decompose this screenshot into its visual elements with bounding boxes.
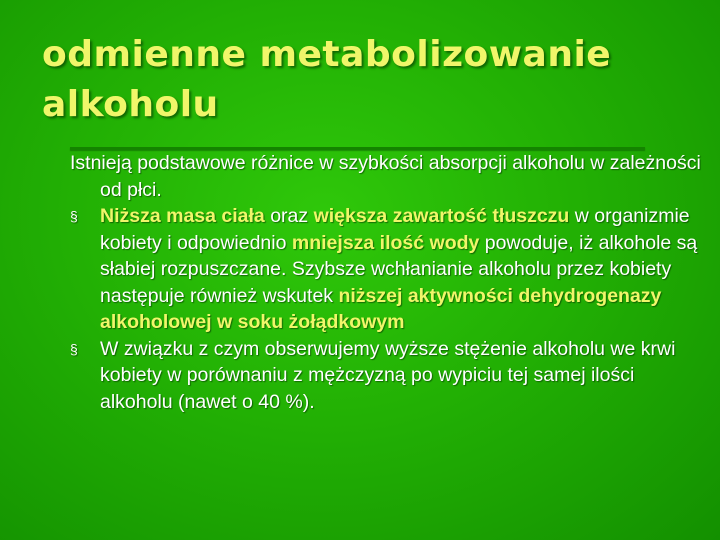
bullet-list: [70, 203, 710, 415]
text-segment: w organizmie kobiety i odpowiednio: [100, 205, 690, 254]
slide-body: [70, 150, 710, 415]
highlighted-phrase: Niższa masa ciała: [100, 205, 265, 227]
text-segment: W związku z czym obserwujemy wyższe stężenie alkoholu we krwi kobiety w porównaniu z mężczyzną po wypiciu tej samej ilości alkoholu (nawet o 40 %).: [100, 337, 676, 413]
slide-title: odmienne metabolizowanie alkoholu: [42, 34, 612, 125]
highlighted-phrase: większa zawartość tłuszczu: [313, 205, 570, 227]
bullet-item: [70, 336, 710, 416]
bullet-item: [70, 203, 710, 336]
text-segment: oraz: [264, 205, 314, 227]
bullet-marker-icon: §: [70, 208, 78, 224]
highlighted-phrase: mniejsza ilość wody: [291, 231, 480, 254]
intro-paragraph: Istnieją podstawowe różnice w szybkości absorpcji alkoholu w zależności od płci.: [70, 152, 701, 201]
bullet-marker-icon: §: [70, 340, 78, 357]
highlighted-phrase: niższej aktywności dehydrogenazy alkoholowej w soku żołądkowym: [100, 284, 662, 333]
bullet-text: [100, 203, 710, 336]
text-segment: powoduje, iż alkohole są słabiej rozpuszczane. Szybsze wchłanianie alkoholu przez kobiety następuje również wskutek: [100, 231, 698, 307]
bullet-text: [100, 336, 710, 416]
